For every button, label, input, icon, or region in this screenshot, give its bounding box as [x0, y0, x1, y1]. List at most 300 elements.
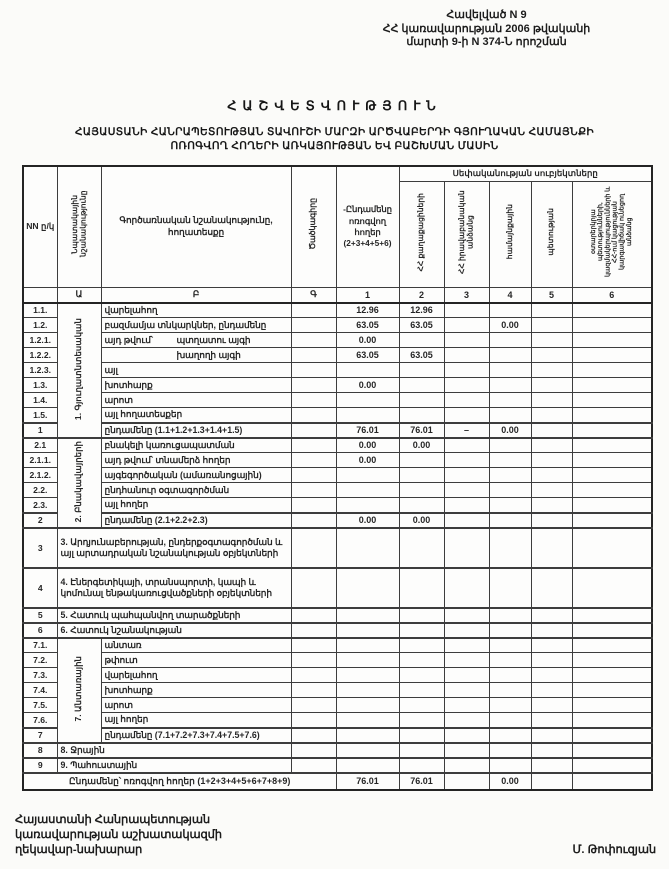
value-cell: [399, 528, 444, 568]
value-cell: 0.00: [336, 513, 399, 528]
label-sub: խաղողի այգի: [176, 349, 241, 360]
footer-org-line-1: Հայաստանի Հանրապետության: [15, 813, 211, 826]
value-cell: [444, 513, 489, 528]
value-cell: [444, 743, 489, 758]
value-cell: [531, 623, 572, 638]
value-cell: [572, 608, 652, 623]
value-cell: [291, 713, 336, 728]
value-cell: [444, 608, 489, 623]
value-cell: [444, 568, 489, 608]
row-number: 5: [23, 608, 57, 623]
header-row-top: [23, 166, 652, 182]
value-cell: 0.00: [399, 438, 444, 453]
value-cell: [399, 408, 444, 423]
row-number: 1.1.: [23, 303, 57, 318]
value-cell: 76.01: [399, 773, 444, 790]
row-number: 1.3.: [23, 378, 57, 393]
col-header-functional: Գործառնական նշանակությունը, հողատեսքը: [101, 166, 291, 288]
row-number: 1.2.2.: [23, 348, 57, 363]
table-row: [23, 568, 652, 608]
value-cell: [336, 528, 399, 568]
value-cell: [572, 423, 652, 438]
value-cell: [444, 348, 489, 363]
row-number: 8: [23, 743, 57, 758]
table-row: [23, 623, 652, 638]
value-cell: [444, 498, 489, 513]
value-cell: [336, 483, 399, 498]
footer: [15, 813, 656, 858]
value-cell: [572, 513, 652, 528]
value-cell: [399, 683, 444, 698]
value-cell: [291, 638, 336, 653]
value-cell: [489, 498, 531, 513]
land-type-label: ընդհանուր օգտագործման: [101, 483, 291, 498]
value-cell: [572, 528, 652, 568]
value-cell: [291, 483, 336, 498]
appendix-line-1: Հավելված N 9: [446, 9, 527, 21]
land-type-label: բնակելի կառուցապատման: [101, 438, 291, 453]
value-cell: [291, 318, 336, 333]
value-cell: [291, 513, 336, 528]
value-cell: 0.00: [336, 378, 399, 393]
value-cell: [444, 483, 489, 498]
value-cell: [399, 668, 444, 683]
value-cell: [336, 698, 399, 713]
table-row: [23, 363, 652, 378]
value-cell: [399, 728, 444, 743]
value-cell: [336, 608, 399, 623]
row-number: 7.2.: [23, 653, 57, 668]
value-cell: [444, 318, 489, 333]
land-type-label: արոտ: [101, 393, 291, 408]
value-cell: [444, 438, 489, 453]
value-cell: [489, 623, 531, 638]
value-cell: [572, 568, 652, 608]
value-cell: [572, 638, 652, 653]
value-cell: [399, 623, 444, 638]
value-cell: [444, 728, 489, 743]
value-cell: [531, 568, 572, 608]
value-cell: [291, 378, 336, 393]
index-cell: Ա: [57, 288, 101, 303]
index-cell: Գ: [291, 288, 336, 303]
row-number: 7.3.: [23, 668, 57, 683]
value-cell: [572, 348, 652, 363]
value-cell: [531, 333, 572, 348]
table-row: [23, 333, 652, 348]
col-header-ownership-group: Սեփականության սուբյեկտները: [399, 166, 652, 182]
value-cell: [531, 363, 572, 378]
value-cell: [336, 408, 399, 423]
index-row: [23, 288, 652, 303]
value-cell: [336, 363, 399, 378]
land-type-label: ընդամենը (1.1+1.2+1.3+1.4+1.5): [101, 423, 291, 438]
row-number: 1: [23, 423, 57, 438]
col-header-citizens-text: ՀՀ քաղաքացիների: [416, 192, 426, 272]
value-cell: [572, 773, 652, 790]
value-cell: [291, 363, 336, 378]
value-cell: [489, 743, 531, 758]
value-cell: 76.01: [336, 773, 399, 790]
row-number: 1.2.1.: [23, 333, 57, 348]
table-row: [23, 698, 652, 713]
value-cell: [531, 438, 572, 453]
value-cell: [489, 363, 531, 378]
value-cell: [399, 378, 444, 393]
value-cell: [572, 758, 652, 773]
value-cell: [531, 453, 572, 468]
value-cell: 63.05: [336, 318, 399, 333]
value-cell: [399, 698, 444, 713]
value-cell: [291, 408, 336, 423]
category-cell: [57, 303, 101, 438]
land-type-label: 8. Ջրային: [57, 743, 291, 758]
table-row: [23, 408, 652, 423]
index-cell: 5: [531, 288, 572, 303]
appendix-line-2: ՀՀ կառավարության 2006 թվականի: [382, 22, 591, 35]
land-type-label: այլ հողեր: [101, 498, 291, 513]
category-cell: [57, 438, 101, 528]
value-cell: [489, 758, 531, 773]
land-type-label: այդ թվում՝ տնամերձ հողեր: [101, 453, 291, 468]
value-cell: [531, 668, 572, 683]
value-cell: [336, 568, 399, 608]
value-cell: [291, 528, 336, 568]
label-prefix: այդ թվում՝: [104, 334, 153, 345]
table-row: [23, 438, 652, 453]
value-cell: [336, 713, 399, 728]
land-type-label: ընդամենը (7.1+7.2+7.3+7.4+7.5+7.6): [101, 728, 291, 743]
value-cell: 12.96: [399, 303, 444, 318]
value-cell: [531, 423, 572, 438]
value-cell: [444, 653, 489, 668]
value-cell: [531, 498, 572, 513]
value-cell: 0.00: [336, 453, 399, 468]
value-cell: [444, 683, 489, 698]
land-type-label: թփուտ: [101, 653, 291, 668]
value-cell: 0.00: [489, 773, 531, 790]
value-cell: [489, 668, 531, 683]
value-cell: [444, 408, 489, 423]
value-cell: [444, 468, 489, 483]
value-cell: [399, 363, 444, 378]
table-row: [23, 528, 652, 568]
value-cell: [489, 348, 531, 363]
value-cell: [291, 468, 336, 483]
category-label: 1. Գյուղատնտեսական: [73, 317, 84, 421]
row-number: 7.4.: [23, 683, 57, 698]
value-cell: [531, 393, 572, 408]
value-cell: 0.00: [489, 318, 531, 333]
footer-org: [15, 813, 222, 858]
value-cell: [572, 683, 652, 698]
col-header-foreign-text: օտարերկրյա պետությունների, կազմակերպությունների և ՀՀ-ում կացության կարգավիճակ ունեցող անձանց: [590, 186, 634, 278]
land-type-label: 3. Արդյունաբերության, ընդերքօգտագործման և այլ արտադրական նշանակության օբյեկտների: [57, 528, 291, 568]
col-header-community: [489, 182, 531, 288]
value-cell: [399, 393, 444, 408]
table-row: [23, 423, 652, 438]
index-cell: [23, 288, 57, 303]
land-type-label: 6. Հատուկ նշանակության: [57, 623, 291, 638]
table-row: [23, 393, 652, 408]
table-row: [23, 668, 652, 683]
col-header-state: [531, 182, 572, 288]
land-type-label: վարելահող: [101, 668, 291, 683]
table-row: [23, 713, 652, 728]
table-row: [23, 653, 652, 668]
value-cell: [489, 303, 531, 318]
value-cell: [399, 568, 444, 608]
value-cell: [336, 653, 399, 668]
report-titles: [0, 98, 669, 153]
row-number: 3: [23, 528, 57, 568]
value-cell: [531, 378, 572, 393]
value-cell: [572, 378, 652, 393]
value-cell: [444, 713, 489, 728]
value-cell: [572, 713, 652, 728]
value-cell: [531, 318, 572, 333]
value-cell: [489, 728, 531, 743]
col-header-purpose-text: Նպատակային նշանակությունը: [69, 190, 87, 258]
index-cell: 1: [336, 288, 399, 303]
value-cell: [444, 668, 489, 683]
value-cell: [489, 713, 531, 728]
index-cell: Բ: [101, 288, 291, 303]
value-cell: 76.01: [399, 423, 444, 438]
row-number: 1.2.: [23, 318, 57, 333]
row-number: 6: [23, 623, 57, 638]
appendix-note: [314, 9, 659, 50]
value-cell: [489, 453, 531, 468]
col-header-nn: NN ը/կ: [23, 166, 57, 288]
report-subtitle-2: ՈՌՈԳՎՈՂ ՀՈՂԵՐԻ ԱՌԿԱՅՈՒԹՅԱՆ ԵՎ ԲԱՇԽՄԱՆ ՄԱՍԻՆ: [170, 139, 499, 152]
value-cell: 12.96: [336, 303, 399, 318]
value-cell: [489, 528, 531, 568]
row-number: 7.5.: [23, 698, 57, 713]
value-cell: [531, 683, 572, 698]
value-cell: [572, 318, 652, 333]
value-cell: [336, 758, 399, 773]
value-cell: [291, 623, 336, 638]
index-cell: 6: [572, 288, 652, 303]
value-cell: [444, 363, 489, 378]
value-cell: [291, 698, 336, 713]
table-row: [23, 728, 652, 743]
value-cell: [291, 393, 336, 408]
value-cell: [572, 303, 652, 318]
land-type-label: այգեգործական (ամառանոցային): [101, 468, 291, 483]
land-type-label: 9. Պահուստային: [57, 758, 291, 773]
row-number: 9: [23, 758, 57, 773]
value-cell: 0.00: [399, 513, 444, 528]
value-cell: 76.01: [336, 423, 399, 438]
value-cell: [572, 453, 652, 468]
value-cell: [291, 758, 336, 773]
value-cell: [399, 743, 444, 758]
row-number: 2.2.: [23, 483, 57, 498]
row-number: 7: [23, 728, 57, 743]
land-report-table: [22, 165, 653, 791]
table-body: [23, 303, 652, 790]
value-cell: [531, 528, 572, 568]
table-row: [23, 513, 652, 528]
category-label: 7. Անտառային: [73, 656, 84, 722]
value-cell: [531, 483, 572, 498]
table-row: [23, 453, 652, 468]
value-cell: [291, 653, 336, 668]
row-number: 2: [23, 513, 57, 528]
value-cell: [572, 743, 652, 758]
row-number: 2.1.1.: [23, 453, 57, 468]
value-cell: 63.05: [399, 318, 444, 333]
value-cell: [572, 363, 652, 378]
value-cell: [336, 468, 399, 483]
value-cell: [444, 773, 489, 790]
table-row: [23, 498, 652, 513]
value-cell: [572, 333, 652, 348]
value-cell: [336, 498, 399, 513]
value-cell: [336, 393, 399, 408]
land-type-label: անտառ: [101, 638, 291, 653]
footer-org-line-3: ղեկավար-նախարար: [15, 843, 143, 856]
value-cell: [336, 728, 399, 743]
table-row: [23, 318, 652, 333]
value-cell: [444, 303, 489, 318]
land-type-label: 5. Հատուկ պահպանվող տարածքների: [57, 608, 291, 623]
value-cell: [531, 608, 572, 623]
value-cell: [489, 393, 531, 408]
value-cell: [291, 303, 336, 318]
row-number: 2.1.2.: [23, 468, 57, 483]
value-cell: [489, 438, 531, 453]
value-cell: [531, 713, 572, 728]
land-type-label: խոտհարք: [101, 683, 291, 698]
table-row: [23, 468, 652, 483]
value-cell: [399, 653, 444, 668]
col-header-purpose: [57, 166, 101, 288]
value-cell: [489, 638, 531, 653]
value-cell: [572, 698, 652, 713]
value-cell: [291, 438, 336, 453]
report-subtitle-1: ՀԱՅԱՍՏԱՆԻ ՀԱՆՐԱՊԵՏՈՒԹՅԱՆ ՏԱՎՈՒՇԻ ՄԱՐԶԻ ԱՐԾՎԱԲԵՐԴԻ ԳՅՈՒՂԱԿԱՆ ՀԱՄԱՅՆՔԻ: [74, 125, 595, 138]
value-cell: [531, 513, 572, 528]
land-type-label: բազմամյա տնկարկներ, ընդամենը: [101, 318, 291, 333]
value-cell: [399, 498, 444, 513]
value-cell: [531, 638, 572, 653]
col-header-community-text: համայնքային: [504, 204, 514, 260]
table-row: [23, 378, 652, 393]
value-cell: [572, 483, 652, 498]
table-row: [23, 348, 652, 363]
table-row: [23, 608, 652, 623]
value-cell: [531, 728, 572, 743]
value-cell: [489, 333, 531, 348]
value-cell: 63.05: [336, 348, 399, 363]
value-cell: [291, 743, 336, 758]
index-cell: 4: [489, 288, 531, 303]
land-type-label: ընդամենը (2.1+2.2+2.3): [101, 513, 291, 528]
row-number: 7.6.: [23, 713, 57, 728]
value-cell: [444, 698, 489, 713]
value-cell: [399, 608, 444, 623]
value-cell: [336, 683, 399, 698]
value-cell: [291, 608, 336, 623]
land-type-label: 4. Էներգետիկայի, տրանսպորտի, կապի և կոմունալ ենթակառուցվածքների օբյեկտների: [57, 568, 291, 608]
value-cell: [444, 638, 489, 653]
value-cell: [444, 623, 489, 638]
value-cell: [489, 568, 531, 608]
value-cell: [489, 408, 531, 423]
value-cell: [291, 728, 336, 743]
value-cell: [291, 498, 336, 513]
value-cell: [572, 498, 652, 513]
row-number: 2.1: [23, 438, 57, 453]
land-type-label: վարելահող: [101, 303, 291, 318]
value-cell: [572, 653, 652, 668]
value-cell: [531, 468, 572, 483]
value-cell: [572, 668, 652, 683]
table-row: [23, 483, 652, 498]
value-cell: [531, 758, 572, 773]
value-cell: [399, 333, 444, 348]
row-number: 2.3.: [23, 498, 57, 513]
value-cell: [444, 528, 489, 568]
value-cell: [489, 608, 531, 623]
col-header-code: [291, 166, 336, 288]
value-cell: [336, 638, 399, 653]
value-cell: [336, 743, 399, 758]
value-cell: [489, 468, 531, 483]
value-cell: [444, 453, 489, 468]
index-cell: 2: [399, 288, 444, 303]
table-row: [23, 758, 652, 773]
value-cell: [572, 468, 652, 483]
land-type-label: այլ հողեր: [101, 713, 291, 728]
row-number: 1.2.3.: [23, 363, 57, 378]
value-cell: [291, 453, 336, 468]
value-cell: 0.00: [336, 333, 399, 348]
value-cell: [399, 483, 444, 498]
value-cell: [336, 668, 399, 683]
table-row: [23, 638, 652, 653]
report-title: ՀԱՇՎԵՏՎՈՒԹՅՈՒՆ: [227, 97, 442, 113]
value-cell: [572, 438, 652, 453]
value-cell: [531, 653, 572, 668]
col-header-state-text: պետության: [546, 208, 556, 256]
value-cell: [399, 713, 444, 728]
value-cell: [489, 483, 531, 498]
land-type-label: արոտ: [101, 698, 291, 713]
value-cell: [291, 348, 336, 363]
land-type-label: [101, 333, 291, 348]
col-header-citizens: [399, 182, 444, 288]
category-label: 2. Բնակավայրերի: [73, 440, 84, 523]
land-type-label: խոտհարք: [101, 378, 291, 393]
value-cell: [572, 408, 652, 423]
land-type-label: այլ: [101, 363, 291, 378]
row-number: 4: [23, 568, 57, 608]
row-number: 1.5.: [23, 408, 57, 423]
value-cell: –: [444, 423, 489, 438]
index-cell: 3: [444, 288, 489, 303]
value-cell: 63.05: [399, 348, 444, 363]
grand-total-label: Ընդամենը՝ ոռոգվող հողեր (1+2+3+4+5+6+7+8+9): [23, 773, 336, 790]
value-cell: [399, 468, 444, 483]
value-cell: [399, 453, 444, 468]
value-cell: [444, 378, 489, 393]
value-cell: [489, 378, 531, 393]
table-row: [23, 743, 652, 758]
